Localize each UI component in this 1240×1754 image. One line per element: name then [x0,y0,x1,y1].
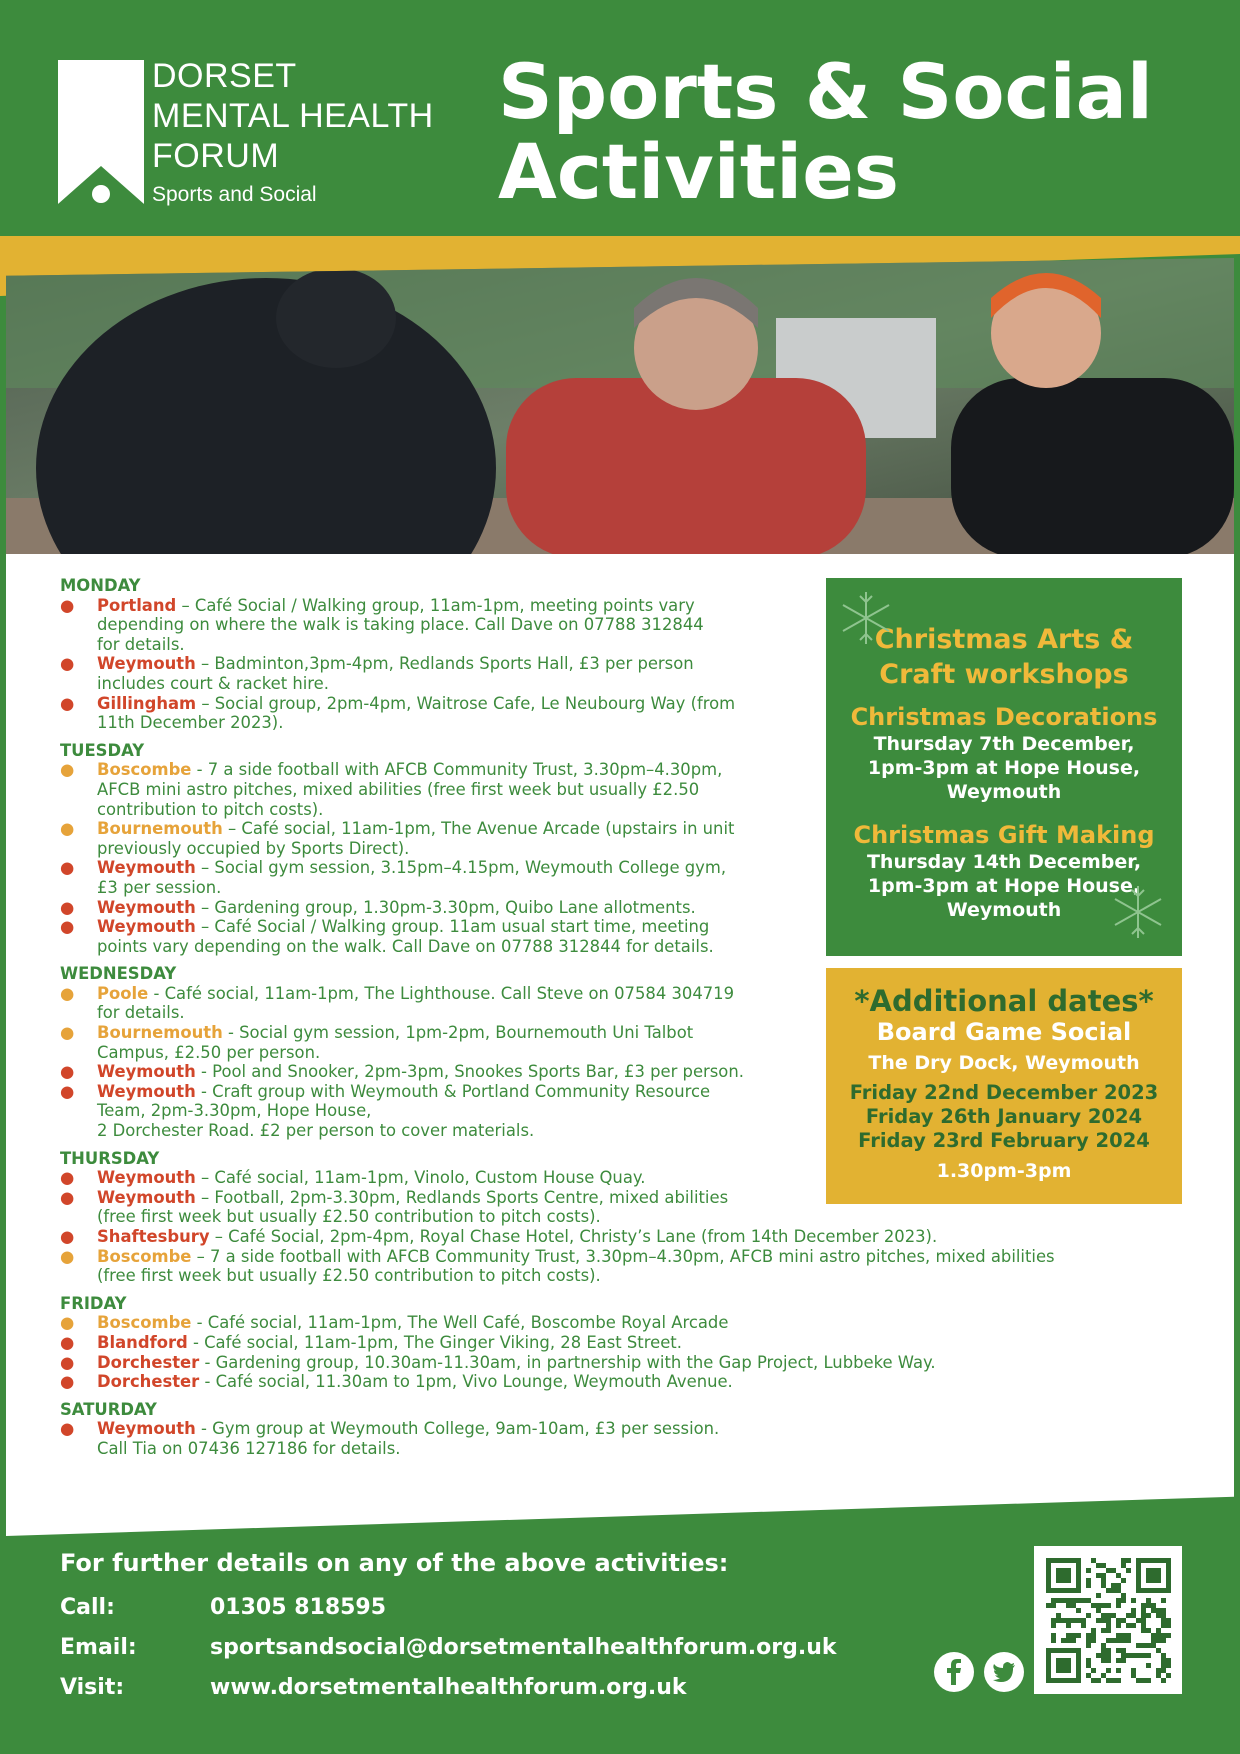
additional-date-1: Friday 22nd December 2023 [849,1081,1159,1104]
day-heading: TUESDAY [60,740,145,760]
activity-location: Weymouth [97,654,196,674]
gift-making-line-2: 1pm-3pm at Hope House, [867,875,1141,897]
activity-item [60,1333,1170,1353]
title-line-1: Sports & Social [498,47,1153,136]
activity-details-line: previously occupied by Sports Direct). [97,838,410,858]
additional-venue: The Dry Dock, Weymouth [868,1052,1140,1074]
bullet-icon: ● [60,1227,75,1246]
activity-details: – Café social, 11am-1pm, The Avenue Arcade (upstairs in unit [222,819,735,839]
activity-item [60,1247,1170,1286]
gift-making-line-3: Weymouth [946,899,1062,921]
activity-details-line: Campus, £2.50 per person. [97,1042,321,1062]
bullet-icon: ● [60,1187,75,1207]
activity-location: Boscombe [97,1313,192,1333]
call-label: Call: [60,1595,115,1620]
call-number[interactable]: 01305 818595 [210,1595,387,1620]
footer-email-row [60,1628,837,1668]
header [0,0,1240,240]
bullet-icon: ● [60,693,75,713]
activity-location: Weymouth [97,1419,196,1439]
activity-details-line: (free first week but usually £2.50 contribution to pitch costs). [97,1266,601,1286]
activity-details-line: Team, 2pm-3.30pm, Hope House, [97,1101,372,1121]
qr-code-pattern [1034,1546,1182,1694]
decorations-title: Christmas Decorations [850,703,1158,731]
qr-code[interactable] [1034,1546,1182,1694]
logo-line-2: MENTAL HEALTH [152,97,434,135]
activity-details: – Café Social, 2pm-4pm, Royal Chase Hotel, Christy’s Lane (from 14th December 2023). [209,1227,938,1246]
activity-details: - Craft group with Weymouth & Portland Community Resource [195,1081,711,1101]
additional-dates-box [826,968,1182,1204]
activity-location: Weymouth [97,1187,196,1207]
activity-location: Portland [97,595,177,615]
activity-details: - Gardening group, 10.30am-11.30am, in partnership with the Gap Project, Lubbeke Way. [199,1352,936,1372]
activity-details-line: contribution to pitch costs). [97,799,324,819]
day-heading: SATURDAY [60,1399,157,1419]
activity-details-line: points vary depending on the walk. Call Dave on 07788 312844 for details. [97,936,714,956]
bullet-icon: ● [60,1062,75,1082]
activity-location: Boscombe [97,760,192,780]
activity-details: – Gardening group, 1.30pm-3.30pm, Quibo Lane allotments. [195,897,696,917]
bullet-icon: ● [60,1332,75,1352]
activity-details-line: for details. [97,634,185,654]
hero-photo [6,258,1234,554]
additional-event: Board Game Social [876,1018,1132,1046]
bullet-icon: ● [60,1081,75,1101]
bullet-icon: ● [60,1372,75,1392]
day-heading: THURSDAY [60,1148,160,1168]
footer-call-row [60,1588,837,1628]
activity-details: - Café social, 11am-1pm, The Well Café, Boscombe Royal Arcade [191,1313,729,1333]
activity-item [60,1419,1170,1458]
footer-heading: For further details on any of the above activities: [60,1549,729,1577]
twitter-icon[interactable] [984,1652,1024,1692]
bullet-icon: ● [60,595,75,615]
activity-location: Weymouth [97,858,196,878]
activity-location: Weymouth [97,897,196,917]
activity-details-line: AFCB mini astro pitches, mixed abilities (free first week but usually £2.50 [97,779,700,799]
bullet-icon: ● [60,897,75,917]
snowflake-icon-2 [1108,882,1168,942]
activity-item [60,1227,1170,1247]
activity-location: Poole [97,983,149,1003]
gift-making-line-1: Thursday 14th December, [866,851,1142,873]
activity-details: – Café Social / Walking group. 11am usual start time, meeting [195,917,710,937]
additional-time: 1.30pm-3pm [936,1160,1072,1182]
activity-location: Weymouth [97,1081,196,1101]
bullet-icon: ● [60,1419,75,1439]
activity-location: Weymouth [97,917,196,937]
activity-details-line: depending on where the walk is taking place. Call Dave on 07788 312844 [97,615,704,635]
bullet-icon: ● [60,1313,75,1333]
decorations-line-2: 1pm-3pm at Hope House, [867,757,1141,779]
bullet-icon: ● [60,858,75,878]
activity-location: Boscombe [97,1246,192,1266]
activity-item [60,1313,1170,1333]
activity-details: – Football, 2pm-3.30pm, Redlands Sports Centre, mixed abilities [195,1187,729,1207]
logo-line-3: FORUM [152,137,280,175]
activity-details: - Gym group at Weymouth College, 9am-10am, £3 per session. [195,1419,720,1439]
logo-line-1: DORSET [152,57,297,95]
activity-details: - Café social, 11am-1pm, The Ginger Viking, 28 East Street. [187,1332,682,1352]
activity-details: – Social gym session, 3.15pm–4.15pm, Weymouth College gym, [195,858,727,878]
activity-location: Blandford [97,1332,188,1352]
activity-details-line: (free first week but usually £2.50 contribution to pitch costs). [97,1207,601,1227]
christmas-heading-1: Christmas Arts & [874,624,1134,655]
email-label: Email: [60,1635,137,1660]
day-heading: WEDNESDAY [60,964,177,984]
additional-date-3: Friday 23rd February 2024 [858,1129,1150,1152]
facebook-icon[interactable] [934,1652,974,1692]
activity-details-line: 2 Dorchester Road. £2 per person to cover materials. [97,1121,535,1141]
activity-details: - 7 a side football with AFCB Community Trust, 3.30pm–4.30pm, [191,760,723,780]
activity-location: Dorchester [97,1372,200,1392]
activity-location: Shaftesbury [97,1227,210,1246]
activity-details-line: for details. [97,1003,185,1023]
bullet-icon: ● [60,654,75,674]
activity-location: Weymouth [97,1168,196,1188]
activity-item [60,1372,1170,1392]
hero-photo-illustration [6,258,1234,554]
activity-details: - Café social, 11.30am to 1pm, Vivo Lounge, Weymouth Avenue. [199,1372,733,1392]
decorations-line-1: Thursday 7th December, [873,733,1135,755]
activity-details: - Social gym session, 1pm-2pm, Bournemouth Uni Talbot [222,1023,694,1043]
bullet-icon: ● [60,1246,75,1266]
activity-details: - Pool and Snooker, 2pm-3pm, Snookes Sports Bar, £3 per person. [195,1062,744,1082]
page-title [498,47,1153,216]
activity-details: – 7 a side football with AFCB Community Trust, 3.30pm–4.30pm, AFCB mini astro pitches, mixed abilities [191,1246,1055,1266]
day-heading: MONDAY [60,576,141,595]
snowflake-icon [836,588,896,648]
logo-subtitle: Sports and Social [152,183,317,206]
bullet-icon: ● [60,917,75,937]
activity-location: Weymouth [97,1062,196,1082]
activity-details-line: 11th December 2023). [97,713,284,733]
activity-details-line: £3 per session. [97,877,222,897]
bullet-icon: ● [60,983,75,1003]
bullet-icon: ● [60,1168,75,1188]
activity-details: – Badminton,3pm-4pm, Redlands Sports Hall, £3 per person [195,654,694,674]
bullet-icon: ● [60,819,75,839]
logo-flag-icon [58,60,144,204]
activity-location: Bournemouth [97,1023,223,1043]
christmas-workshops-box [826,578,1182,956]
activity-details-line: includes court & racket hire. [97,673,329,693]
footer-visit-row [60,1668,837,1708]
visit-label: Visit: [60,1675,125,1700]
decorations-line-3: Weymouth [946,781,1062,803]
footer-contact [60,1548,837,1708]
activity-details: – Café Social / Walking group, 11am-1pm, meeting points vary [176,595,695,615]
email-link[interactable]: sportsandsocial@dorsetmentalhealthforum.org.uk [210,1635,837,1660]
activity-details: – Café social, 11am-1pm, Vinolo, Custom House Quay. [195,1168,646,1188]
bullet-icon: ● [60,1352,75,1372]
activity-location: Bournemouth [97,819,223,839]
logo-text [152,56,434,210]
day-heading: FRIDAY [60,1293,127,1313]
gift-making-title: Christmas Gift Making [853,821,1155,849]
website-link[interactable]: www.dorsetmentalhealthforum.org.uk [210,1675,687,1700]
activity-details: - Café social, 11am-1pm, The Lighthouse. Call Steve on 07584 304719 [148,983,735,1003]
additional-title: *Additional dates* [854,984,1154,1018]
christmas-heading-2: Craft workshops [879,659,1129,690]
activity-location: Gillingham [97,693,197,713]
activity-details: – Social group, 2pm-4pm, Waitrose Cafe, Le Neubourg Way (from [196,693,736,713]
activity-details-line: Call Tia on 07436 127186 for details. [97,1438,401,1458]
bullet-icon: ● [60,760,75,780]
bullet-icon: ● [60,1023,75,1043]
activity-location: Dorchester [97,1352,200,1372]
additional-date-2: Friday 26th January 2024 [865,1105,1143,1128]
title-line-2: Activities [498,127,900,216]
activity-item [60,1353,1170,1373]
